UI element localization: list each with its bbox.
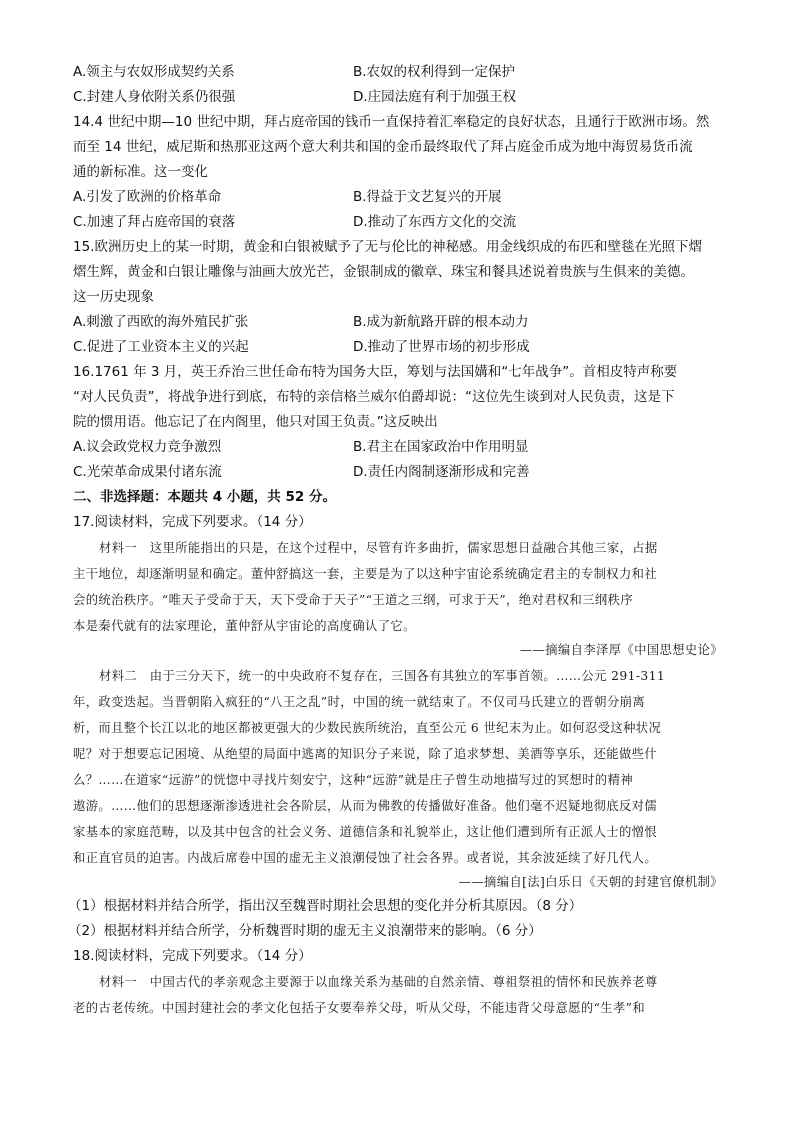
q15-option-a: A.刺激了西欧的海外殖民扩张 <box>73 314 249 330</box>
q17-source-2: ——摘编自[法]白乐日《天朝的封建官僚机制》 <box>458 875 723 889</box>
q15-stem-line-1: 15.欧洲历史上的某一时期，黄金和白银被赋予了无与伦比的神秘感。用金线织成的布匹和壁毯在光照下熠 <box>73 239 702 255</box>
q16-option-row-1 <box>73 435 723 460</box>
q17-title: 17.阅读材料，完成下列要求。（14 分） <box>73 514 312 530</box>
q13-option-row-1 <box>73 60 723 85</box>
q17-material2-line-7: 家基本的家庭范畴，以及其中包含的社会义务、道德信条和礼貌举止，这让他们遭到所有正派人士的憎恨 <box>73 825 658 839</box>
q14-option-row-1 <box>73 185 723 210</box>
q15-option-d: D.推动了世界市场的初步形成 <box>353 339 530 355</box>
q14-option-c: C.加速了拜占庭帝国的衰落 <box>73 214 236 230</box>
q13-option-c: C.封建人身依附关系仍很强 <box>73 89 236 105</box>
q17-material1-line-3: 会的统治秩序。“唯天子受命于天，天下受命于天子”“王道之三纲，可求于天”，绝对君权和三纲秩序 <box>73 593 634 607</box>
q17-requirement-2: （2）根据材料并结合所学，分析魏晋时期的虚无主义浪潮带来的影响。（6 分） <box>68 923 542 939</box>
q16-option-b: B.君主在国家政治中作用明显 <box>353 439 529 455</box>
q14-stem-line-1: 14.4 世纪中期—10 世纪中期，拜占庭帝国的钱币一直保持着汇率稳定的良好状态，且通行于欧洲市场。然 <box>73 114 710 130</box>
q16-stem-line-1: 16.1761 年 3 月，英王乔治三世任命布特为国务大臣，筹划与法国媾和“七年战争”。首相皮特声称要 <box>73 364 678 380</box>
q14-option-a: A.引发了欧洲的价格革命 <box>73 189 222 205</box>
q13-option-row-2 <box>73 85 723 110</box>
q15-option-b: B.成为新航路开辟的根本动力 <box>353 314 529 330</box>
q17-material2-line-4: 呢？对于想要忘记困境、从绝望的局面中逃离的知识分子来说，除了追求梦想、美酒等享乐，还能做些什 <box>73 747 658 761</box>
q17-material2-line-8: 和正直官员的迫害。内战后席卷中国的虚无主义浪潮侵蚀了社会各界。或者说，其余波延续了好几代人。 <box>73 851 658 865</box>
q17-material2-line-1: 材料二 由于三分天下，统一的中央政府不复存在，三国各有其独立的军事首领。……公元 291-311 <box>99 669 666 683</box>
q17-source-1: ——摘编自李泽厚《中国思想史论》 <box>519 643 723 657</box>
q17-material2-line-3: 析，而且整个长江以北的地区都被更强大的少数民族所统治，直至公元 6 世纪末为止。如何忍受这种状况 <box>73 721 662 735</box>
q16-option-c: C.光荣革命成果付诸东流 <box>73 464 222 480</box>
q18-material1-line-1: 材料一 中国古代的孝亲观念主要源于以血缘关系为基础的自然亲情、尊祖祭祖的情怀和民族养老尊 <box>99 975 658 989</box>
q16-stem-line-2: “对人民负责”，将战争进行到底，布特的亲信格兰威尔伯爵却说：“这位先生谈到对人民负责，这是下 <box>73 389 675 405</box>
q14-option-b: B.得益于文艺复兴的开展 <box>353 189 502 205</box>
q17-material1-line-4: 本是秦代就有的法家理论，董仲舒从宇宙论的高度确认了它。 <box>73 619 416 633</box>
q18-title: 18.阅读材料，完成下列要求。（14 分） <box>73 948 312 964</box>
q17-material2-line-6: 遨游。……他们的思想逐渐渗透进社会各阶层，从而为佛教的传播做好准备。他们毫不迟疑地彻底反对儒 <box>73 799 658 813</box>
q18-material1-line-2: 老的古老传统。中国封建社会的孝文化包括子女要奉养父母，听从父母，不能违背父母意愿的“生孝”和 <box>73 1001 646 1015</box>
q16-option-d: D.责任内阁制逐渐形成和完善 <box>353 464 530 480</box>
q16-option-row-2 <box>73 460 723 485</box>
q17-material2-line-2: 年，政变迭起。当晋朝陷入疯狂的“八王之乱”时，中国的统一就结束了。不仅司马氏建立的晋朝分崩离 <box>73 695 646 709</box>
q16-option-a: A.议会政党权力竞争激烈 <box>73 439 222 455</box>
q16-stem-line-3: 院的惯用语。他忘记了在内阁里，他只对国王负责。”这反映出 <box>73 414 438 430</box>
q14-stem-line-2: 而至 14 世纪，威尼斯和热那亚这两个意大利共和国的金币最终取代了拜占庭金币成为地中海贸易货币流 <box>73 139 693 155</box>
q14-option-row-2 <box>73 210 723 235</box>
q14-option-d: D.推动了东西方文化的交流 <box>353 214 517 230</box>
section-2-heading: 二、非选择题：本题共 4 小题，共 52 分。 <box>73 489 336 505</box>
q15-option-row-2 <box>73 335 723 360</box>
q17-material1-line-2: 主干地位，却逐渐明显和确定。董仲舒搞这一套，主要是为了以这种宇宙论系统确定君主的专制权力和社 <box>73 567 658 581</box>
q14-stem-line-3: 通的新标准。这一变化 <box>73 164 208 180</box>
q13-option-d: D.庄园法庭有利于加强王权 <box>353 89 517 105</box>
q17-material2-line-5: 么？……在道家“远游”的恍惚中寻找片刻安宁，这种“远游”就是庄子曾生动地描写过的冥想时的精神 <box>73 773 634 787</box>
q17-requirement-1: （1）根据材料并结合所学，指出汉至魏晋时期社会思想的变化并分析其原因。（8 分） <box>68 898 583 914</box>
q15-stem-line-3: 这一历史现象 <box>73 289 154 305</box>
q13-option-a: A.领主与农奴形成契约关系 <box>73 64 235 80</box>
q13-option-b: B.农奴的权利得到一定保护 <box>353 64 516 80</box>
q15-option-c: C.促进了工业资本主义的兴起 <box>73 339 249 355</box>
q15-stem-line-2: 熠生辉，黄金和白银让雕像与油画大放光芒，金银制成的徽章、珠宝和餐具述说着贵族与生俱来的美德。 <box>73 264 694 280</box>
q17-material1-line-1: 材料一 这里所能指出的只是，在这个过程中，尽管有许多曲折，儒家思想日益融合其他三家，占据 <box>99 541 658 555</box>
q15-option-row-1 <box>73 310 723 335</box>
